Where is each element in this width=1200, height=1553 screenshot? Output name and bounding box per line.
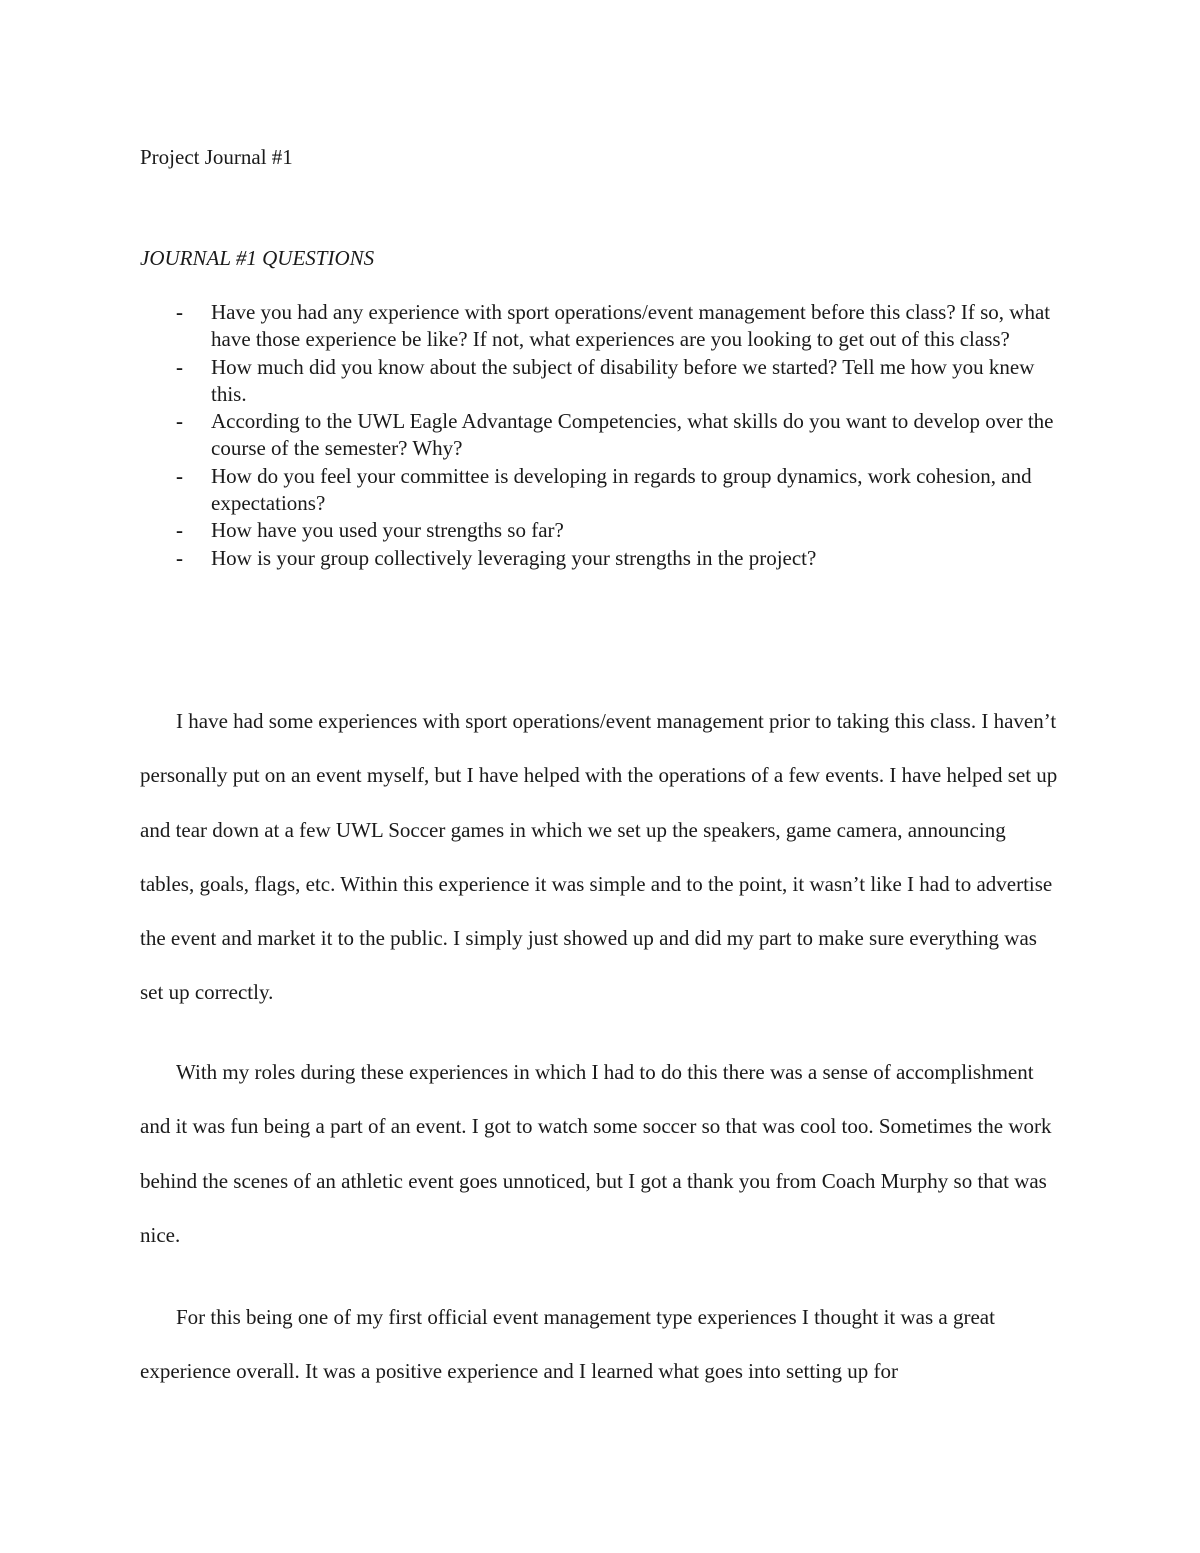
question-text: How do you feel your committee is developing in regards to group dynamics, work cohesion, and expectations? <box>211 463 1032 516</box>
body-paragraph: With my roles during these experiences in which I had to do this there was a sense of accomplishment and it was fun being a part of an event. I got to watch some soccer so that was cool too. Sometimes the work behind the scenes of an athletic event goes unnoticed, but I got a thank you from Coach Murphy so that was nice. <box>140 1060 1052 1247</box>
bullet-dash-icon: - <box>176 545 183 570</box>
question-text: How have you used your strengths so far? <box>211 518 564 543</box>
question-item <box>140 517 1060 544</box>
question-item <box>140 354 1060 409</box>
question-item <box>140 408 1060 463</box>
questions-heading: JOURNAL #1 QUESTIONS <box>140 246 375 270</box>
document-title: Project Journal #1 <box>140 145 293 169</box>
question-text: Have you had any experience with sport operations/event management before this class? If so, what have those experience be like? If not, what experiences are you looking to get out of this class? <box>211 300 1051 352</box>
body-paragraph: I have had some experiences with sport operations/event management prior to taking this class. I haven’t personally put on an event myself, but I have helped with the operations of a few events. I have helped set up and tear down at a few UWL Soccer games in which we set up the speakers, game camera, announcing tables, goals, flags, etc. Within this experience it was simple and to the point, it wasn’t like I had to advertise the event and market it to the public. I simply just showed up and did my part to make sure everything was set up correctly. <box>140 709 1058 1005</box>
question-item <box>140 299 1060 354</box>
bullet-dash-icon: - <box>176 409 183 434</box>
question-text: How is your group collectively leveraging your strengths in the project? <box>211 545 817 570</box>
question-text: How much did you know about the subject of disability before we started? Tell me how you knew this. <box>211 354 1035 406</box>
bullet-dash-icon: - <box>176 463 183 488</box>
bullet-dash-icon: - <box>176 300 183 324</box>
question-text: According to the UWL Eagle Advantage Competencies, what skills do you want to develop over the course of the semester? Why? <box>211 409 1054 461</box>
bullet-dash-icon: - <box>176 354 183 379</box>
body-paragraph: For this being one of my first official event management type experiences I thought it was a great experience overall. It was a positive experience and I learned what goes into setting up for <box>140 1305 995 1384</box>
question-item <box>140 545 1060 572</box>
bullet-dash-icon: - <box>176 518 183 543</box>
question-list <box>140 299 1060 572</box>
question-item <box>140 463 1060 518</box>
